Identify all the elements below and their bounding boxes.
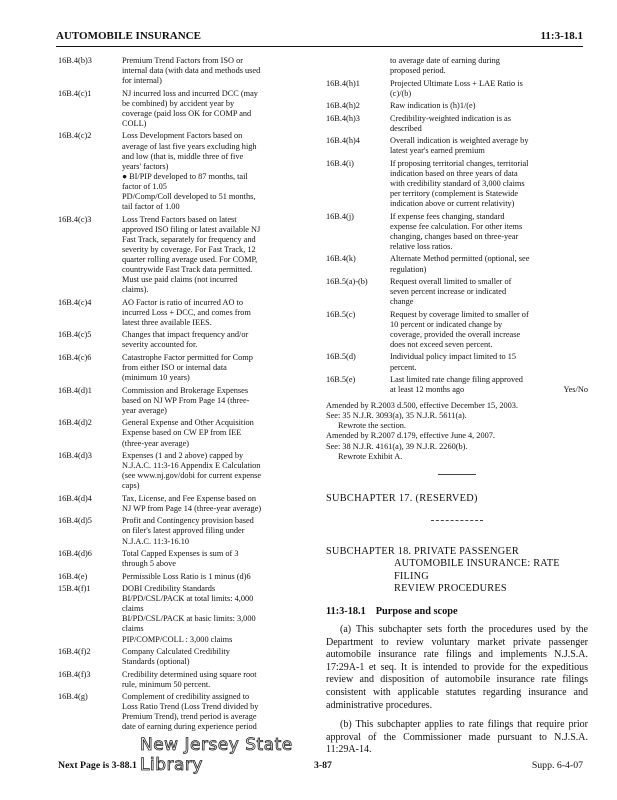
rule-description bbox=[122, 572, 316, 582]
amendment-line: See: 35 N.J.R. 3093(a), 35 N.J.R. 5611(a). bbox=[326, 411, 467, 421]
table-row bbox=[58, 647, 316, 667]
amendment-line: Rewrote the section. bbox=[338, 421, 406, 431]
table-row bbox=[58, 692, 316, 732]
description-line: seven percent increase or indicated bbox=[390, 287, 507, 297]
description-line: incurred Loss + DCC, and comes from bbox=[122, 307, 251, 317]
rule-code bbox=[326, 56, 390, 76]
rule-code: 16B.4(j) bbox=[326, 211, 354, 221]
table-row bbox=[58, 89, 316, 129]
description-line: countrywide Fast Track data permitted. bbox=[122, 265, 253, 275]
rule-code: 16B.4(d)1 bbox=[58, 385, 92, 395]
rule-description bbox=[122, 584, 316, 645]
amendment-line: Amended by R.2003 d.500, effective December 15, 2003. bbox=[326, 401, 519, 411]
description-line: DOBI Credibility Standards bbox=[122, 584, 216, 594]
table-row bbox=[326, 136, 588, 156]
rule-code: 16B.4(b)3 bbox=[58, 56, 92, 65]
description-line: ● BI/PIP developed to 87 months, tail bbox=[122, 171, 248, 181]
description-line: (three-year average) bbox=[122, 438, 190, 448]
rule-description bbox=[390, 56, 588, 76]
divider bbox=[438, 474, 476, 476]
description-line: regulation) bbox=[390, 264, 427, 274]
description-line: Complement of credibility assigned to bbox=[122, 692, 250, 702]
description-line: 10 percent or indicated change by bbox=[390, 319, 503, 329]
table-row bbox=[58, 418, 316, 448]
section-number: 11:3-18.1 bbox=[326, 605, 366, 617]
rule-description bbox=[390, 375, 588, 395]
rule-code: 16B.4(c)4 bbox=[58, 297, 92, 307]
description-line: Individual policy impact limited to 15 bbox=[390, 352, 517, 362]
rule-description bbox=[390, 212, 588, 252]
description-line: Credibility determined using square root bbox=[122, 669, 257, 679]
rule-description bbox=[390, 79, 588, 99]
paragraph-a: (a) This subchapter sets forth the procedures used by the Department to review voluntary market private passenger automobile insurance rate filings and implements N.J.S.A. 17:29A-1 et seq. It is intended to provide for the expeditious review and disposition of automobile insurance rate filings consistent with applicable statutes regarding insurance and administrative procedures. bbox=[326, 623, 588, 711]
rule-code: 16B.5(a)-(b) bbox=[326, 277, 368, 286]
rule-description bbox=[122, 692, 316, 732]
description-line: coverage, provided the overall increase bbox=[390, 329, 521, 339]
description-line: claims). bbox=[122, 285, 149, 295]
description-line: Expenses (1 and 2 above) capped by bbox=[122, 450, 244, 460]
divider bbox=[431, 520, 483, 522]
rule-code: 16B.4(h)4 bbox=[326, 136, 360, 146]
table-row bbox=[58, 494, 316, 514]
description-line: factor of 1.05 bbox=[122, 181, 167, 191]
rule-code: 16B.4(d)5 bbox=[58, 516, 92, 526]
rule-description bbox=[390, 352, 588, 372]
description-line: Catastrophe Factor permitted for Comp bbox=[122, 352, 253, 362]
rule-description bbox=[390, 254, 588, 274]
rule-code: 16B.5(e) bbox=[326, 375, 356, 385]
rule-description bbox=[390, 114, 588, 134]
description-line: General Expense and Other Acquisition bbox=[122, 418, 254, 428]
rule-code: 16B.4(d)2 bbox=[58, 418, 92, 428]
description-line: BI/PD/CSL/PACK at total limits: 4,000 bbox=[122, 594, 254, 604]
description-line: change bbox=[390, 297, 414, 307]
page-footer bbox=[58, 760, 583, 774]
rule-code: 15B.4(f)1 bbox=[58, 584, 91, 594]
description-line: percent. bbox=[390, 362, 417, 372]
description-line: coverage (paid loss OK for COMP and bbox=[122, 108, 252, 118]
description-line: relative loss ratios. bbox=[390, 241, 453, 251]
paragraph-b: (b) This subchapter applies to rate filings that require prior approval of the Commissioner made pursuant to N.J.S.A. 11:29A-14. bbox=[326, 719, 588, 756]
description-line: Request by coverage limited to smaller of bbox=[390, 309, 529, 319]
page-number: 3-87 bbox=[314, 760, 332, 771]
rule-code: 16B.4(d)6 bbox=[58, 549, 92, 558]
description-line: Loss Trend Factors based on latest bbox=[122, 214, 237, 224]
rule-description bbox=[390, 310, 588, 350]
description-line: changing, changes based on three-year bbox=[390, 231, 519, 241]
running-header bbox=[56, 30, 583, 44]
description-line: (c)/(b) bbox=[390, 88, 412, 98]
description-line: rule, minimum 50 percent. bbox=[122, 679, 211, 689]
rule-code: 16B.4(f)3 bbox=[58, 669, 91, 679]
table-row bbox=[58, 56, 316, 86]
table-row bbox=[58, 451, 316, 491]
description-line: latest year's earned premium bbox=[390, 146, 485, 156]
rule-description bbox=[122, 494, 316, 514]
subchapter-17-heading: SUBCHAPTER 17. (RESERVED) bbox=[326, 492, 478, 504]
rule-description bbox=[122, 330, 316, 350]
table-row bbox=[326, 352, 588, 372]
description-line: approved ISO filing or latest available NJ bbox=[122, 224, 261, 234]
description-line: average of last five years excluding high bbox=[122, 141, 257, 151]
rule-description bbox=[122, 670, 316, 690]
next-page-note: Next Page is 3-88.1 bbox=[58, 760, 137, 771]
table-row bbox=[326, 310, 588, 350]
table-row bbox=[326, 159, 588, 209]
table-row bbox=[58, 330, 316, 350]
description-line: If proposing territorial changes, territorial bbox=[390, 158, 529, 168]
description-line: PIP/COMP/COLL : 3,000 claims bbox=[122, 634, 233, 644]
description-line: tail factor of 1.00 bbox=[122, 202, 180, 212]
amendment-line: Rewrote Exhibit A. bbox=[338, 451, 403, 461]
table-row bbox=[326, 79, 588, 99]
description-line: Expense based on CW EP from IEE bbox=[122, 428, 242, 438]
description-line: Projected Ultimate Loss + LAE Ratio is bbox=[390, 78, 523, 88]
description-line: Credibility-weighted indication is as bbox=[390, 113, 511, 123]
description-line: per territory (complement is Statewide bbox=[390, 189, 519, 199]
rule-code: 16B.4(k) bbox=[326, 254, 356, 264]
rule-description bbox=[122, 418, 316, 448]
rule-description bbox=[122, 56, 316, 86]
rule-description bbox=[390, 101, 588, 111]
rule-description bbox=[122, 298, 316, 328]
description-line: Raw indication is (h)1/(e) bbox=[390, 101, 476, 111]
description-line: based on NJ WP From Page 14 (three- bbox=[122, 395, 250, 405]
amendment-line: Amended by R.2007 d.179, effective June 4, 2007. bbox=[326, 431, 495, 441]
description-line: Alternate Method permitted (optional, see bbox=[390, 254, 530, 264]
table-row bbox=[58, 131, 316, 212]
table-row bbox=[58, 549, 316, 569]
right-column bbox=[326, 56, 588, 757]
description-line: indication above or current relativity) bbox=[390, 199, 515, 209]
table-row bbox=[58, 353, 316, 383]
table-row bbox=[326, 56, 588, 76]
description-line: NJ incurred loss and incurred DCC (may bbox=[122, 88, 258, 98]
rule-description bbox=[122, 516, 316, 546]
description-line: (see www.nj.gov/dobi for current expense bbox=[122, 471, 262, 481]
description-line: claims bbox=[122, 604, 144, 614]
table-row bbox=[326, 375, 588, 395]
subchapter-18-line: AUTOMOBILE INSURANCE: RATE FILING bbox=[394, 558, 560, 582]
description-line: AO Factor is ratio of incurred AO to bbox=[122, 297, 243, 307]
description-line: to average date of earning during bbox=[390, 56, 500, 65]
description-line: Loss Ratio Trend (Loss Trend divided by bbox=[122, 702, 259, 712]
description-line: latest three available IEES. bbox=[122, 317, 212, 327]
table-row bbox=[58, 584, 316, 645]
description-line: Standards (optional) bbox=[122, 657, 190, 667]
table-row bbox=[326, 114, 588, 134]
rule-description bbox=[390, 159, 588, 209]
rule-code: 16B.4(h)1 bbox=[326, 78, 360, 88]
description-line: Profit and Contingency provision based bbox=[122, 516, 254, 526]
table-row bbox=[58, 298, 316, 328]
description-line: date of earning during experience period bbox=[122, 722, 257, 732]
description-line: Must use paid claims (not incurred bbox=[122, 275, 238, 285]
description-line: (minimum 10 years) bbox=[122, 373, 190, 383]
rule-description bbox=[122, 549, 316, 569]
description-line: indication based on three years of data bbox=[390, 168, 518, 178]
description-line: PD/Comp/Coll developed to 51 months, bbox=[122, 192, 256, 201]
yes-no-field: Yes/No bbox=[563, 385, 588, 395]
description-line: NJ WP from Page 14 (three-year average) bbox=[122, 503, 262, 513]
description-line: at least 12 months ago bbox=[390, 385, 465, 395]
description-line: Request overall limited to smaller of bbox=[390, 277, 512, 286]
rule-code: 16B.4(i) bbox=[326, 158, 354, 168]
description-line: for internal) bbox=[122, 76, 162, 86]
description-line: COLL) bbox=[122, 118, 147, 128]
subchapter-18-line: REVIEW PROCEDURES bbox=[394, 583, 507, 595]
description-line: described bbox=[390, 123, 422, 133]
description-line: year average) bbox=[122, 405, 167, 415]
rule-description bbox=[122, 386, 316, 416]
rule-code: 16B.4(g) bbox=[58, 692, 88, 702]
description-line: severity by coverage. For Fast Track, 12 bbox=[122, 244, 256, 254]
rule-description bbox=[122, 89, 316, 129]
description-line: with credibility standard of 3,000 claims bbox=[390, 178, 525, 188]
rule-description bbox=[122, 215, 316, 296]
rule-code: 16B.4(h)3 bbox=[326, 113, 360, 123]
rule-code: 16B.4(h)2 bbox=[326, 101, 360, 111]
rule-code: 16B.4(d)3 bbox=[58, 450, 92, 460]
rule-code: 16B.4(c)2 bbox=[58, 131, 92, 141]
amendment-line: See: 38 N.J.R. 4161(a), 39 N.J.R. 2260(b). bbox=[326, 441, 468, 451]
table-row bbox=[58, 516, 316, 546]
description-line: caps) bbox=[122, 481, 140, 491]
header-title: AUTOMOBILE INSURANCE bbox=[56, 30, 201, 42]
amendment-notes bbox=[326, 401, 588, 462]
rule-code: 16B.4(d)4 bbox=[58, 493, 92, 503]
description-line: Premium Trend), trend period is average bbox=[122, 712, 257, 722]
description-line: N.J.A.C. 11:3-16 Appendix E Calculation bbox=[122, 461, 261, 471]
description-line: expense fee calculation. For other items bbox=[390, 221, 523, 231]
description-line: Changes that impact frequency and/or bbox=[122, 330, 249, 340]
description-line: Premium Trend Factors from ISO or bbox=[122, 56, 243, 65]
header-section: 11:3-18.1 bbox=[540, 30, 583, 42]
table-row bbox=[326, 254, 588, 274]
description-line: severity accounted for. bbox=[122, 340, 198, 350]
rule-description bbox=[390, 277, 588, 307]
description-line: Loss Development Factors based on bbox=[122, 131, 243, 141]
rule-code: 16B.4(c)5 bbox=[58, 330, 92, 340]
description-line: proposed period. bbox=[390, 66, 446, 76]
table-row bbox=[58, 215, 316, 296]
description-line: Commission and Brokerage Expenses bbox=[122, 385, 249, 395]
description-line: BI/PD/CSL/PACK at basic limits: 3,000 bbox=[122, 614, 256, 624]
rule-code: 16B.4(c)6 bbox=[58, 352, 92, 362]
table-row bbox=[58, 386, 316, 416]
description-line: If expense fees changing, standard bbox=[390, 211, 505, 221]
description-line: be combined) by accident year by bbox=[122, 98, 235, 108]
rule-description bbox=[390, 136, 588, 156]
description-line: Permissible Loss Ratio is 1 minus (d)6 bbox=[122, 571, 251, 581]
table-row bbox=[326, 101, 588, 111]
rule-description bbox=[122, 131, 316, 212]
rule-code: 16B.4(c)3 bbox=[58, 214, 92, 224]
description-line: Tax, License, and Fee Expense based on bbox=[122, 493, 256, 503]
library-stamp: New Jersey State Library bbox=[140, 735, 293, 775]
left-column bbox=[58, 56, 316, 735]
description-line: Company Calculated Credibility bbox=[122, 647, 230, 657]
table-row bbox=[326, 212, 588, 252]
section-title: Purpose and scope bbox=[375, 605, 458, 617]
description-line: from either ISO or internal data bbox=[122, 363, 227, 373]
section-heading bbox=[326, 607, 588, 617]
rule-code: 16B.5(d) bbox=[326, 352, 356, 362]
description-line: Overall indication is weighted average by bbox=[390, 136, 529, 146]
rule-code: 16B.5(c) bbox=[326, 309, 356, 319]
rule-description bbox=[122, 353, 316, 383]
rule-description bbox=[122, 451, 316, 491]
description-line: Total Capped Expenses is sum of 3 bbox=[122, 549, 239, 558]
description-line: Last limited rate change filing approved bbox=[390, 375, 523, 385]
subchapter-18-line: SUBCHAPTER 18. PRIVATE PASSENGER bbox=[326, 545, 519, 557]
right-table bbox=[326, 56, 588, 395]
table-row bbox=[58, 572, 316, 582]
description-line: Fast Track, separately for frequency and bbox=[122, 234, 256, 244]
table-row bbox=[58, 670, 316, 690]
supplement-date: Supp. 6-4-07 bbox=[531, 760, 583, 771]
rule-description bbox=[122, 647, 316, 667]
description-line: on filer's latest approved filing under bbox=[122, 526, 245, 536]
description-line: through 5 above bbox=[122, 559, 176, 569]
description-line: does not exceed seven percent. bbox=[390, 339, 493, 349]
description-line: and low (that is, middle three of five bbox=[122, 151, 244, 161]
description-line: N.J.A.C. 11:3-16.10 bbox=[122, 536, 189, 546]
header-rule bbox=[56, 46, 583, 47]
subchapter-18-heading bbox=[326, 546, 588, 596]
rule-code: 16B.4(f)2 bbox=[58, 647, 91, 657]
table-row bbox=[326, 277, 588, 307]
rule-code: 16B.4(c)1 bbox=[58, 88, 92, 98]
description-line: years' factors) bbox=[122, 161, 169, 171]
description-line: quarter rolling average used. For COMP, bbox=[122, 254, 258, 264]
rule-code: 16B.4(e) bbox=[58, 571, 88, 581]
description-line: claims bbox=[122, 624, 144, 634]
description-line: internal data (with data and methods used bbox=[122, 66, 261, 76]
